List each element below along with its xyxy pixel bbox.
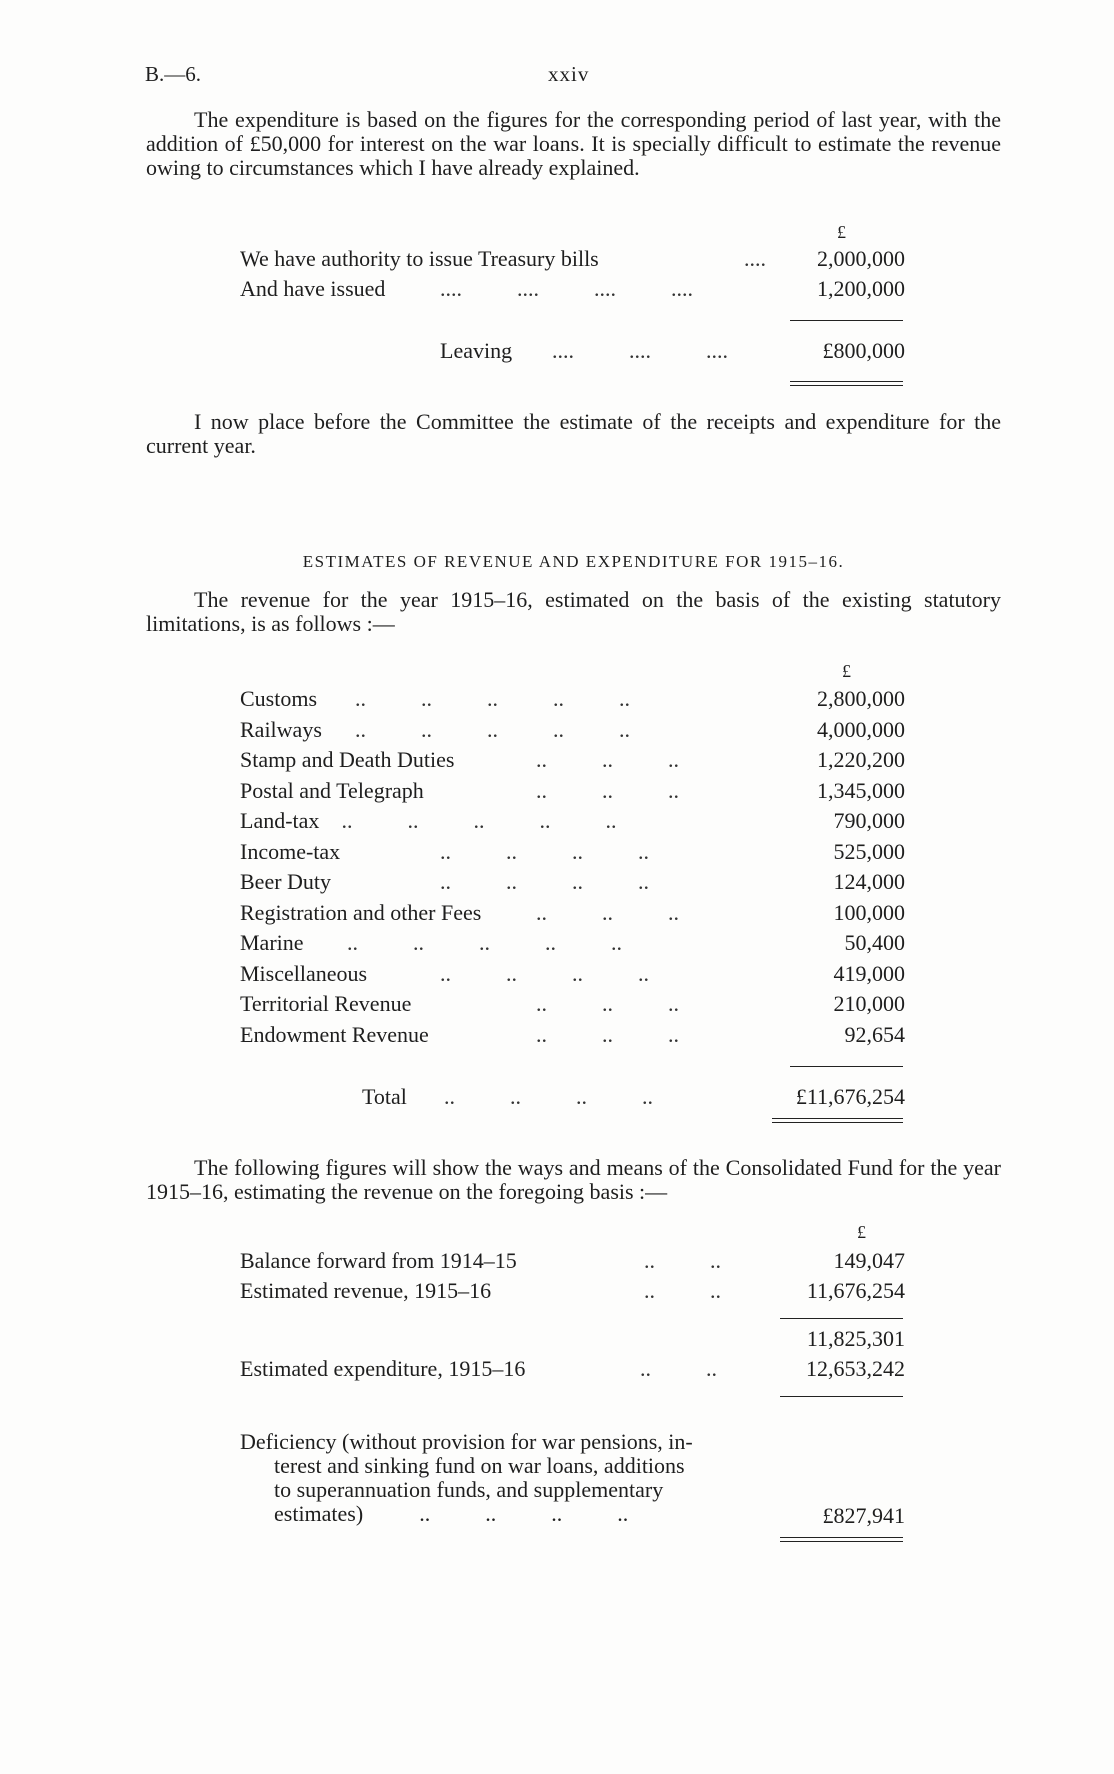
revenue-row: Registration and other Fees .. .. .. 100,000	[240, 900, 905, 925]
sum-rule	[780, 1396, 903, 1397]
deficiency-amount-row: £827,941	[822, 1503, 905, 1528]
page-reference: B.—6.	[145, 62, 202, 86]
estimated-revenue-row: Estimated revenue, 1915–16 .. .. 11,676,254	[240, 1278, 905, 1303]
revenue-row: Marine .. .. .. .. .. 50,400	[240, 930, 905, 955]
double-rule-top	[780, 1537, 903, 1538]
currency-symbol: £	[857, 1222, 866, 1242]
sum-rule	[790, 320, 903, 321]
sum-rule	[790, 1066, 903, 1067]
revenue-row: Customs .. .. .. .. .. 2,800,000	[240, 686, 905, 711]
treasury-row-issued: And have issued .... .... .... .... 1,200,000	[240, 276, 905, 301]
revenue-row: Territorial Revenue .. .. .. 210,000	[240, 991, 905, 1016]
revenue-total-row: Total .. .. .. .. £11,676,254	[362, 1084, 905, 1109]
treasury-row-leaving: Leaving .... .... .... £800,000	[440, 338, 905, 363]
section-heading: ESTIMATES OF REVENUE AND EXPENDITURE FOR 1915–16.	[302, 552, 845, 571]
revenue-row: Miscellaneous .. .. .. .. 419,000	[240, 961, 905, 986]
double-rule-top	[772, 1118, 903, 1119]
revenue-row: Stamp and Death Duties .. .. .. 1,220,200	[240, 747, 905, 772]
treasury-row-authority: We have authority to issue Treasury bills .... 2,000,000	[240, 246, 905, 271]
page-number: xxiv	[548, 62, 590, 86]
revenue-row: Postal and Telegraph .. .. .. 1,345,000	[240, 778, 905, 803]
estimated-expenditure-row: Estimated expenditure, 1915–16 .. .. 12,653,242	[240, 1356, 905, 1381]
revenue-row: Income-tax .. .. .. .. 525,000	[240, 839, 905, 864]
sum-rule	[780, 1318, 903, 1319]
revenue-row: Endowment Revenue .. .. .. 92,654	[240, 1022, 905, 1047]
paragraph-expenditure-basis: The expenditure is based on the figures for the corresponding period of last year, with the addition of £50,000 for interest on the war loans. It is specially difficult to estimate the revenue owing to circumstances which I have already explained.	[146, 107, 1001, 180]
currency-symbol: £	[837, 222, 846, 242]
balance-forward-row: Balance forward from 1914–15 .. .. 149,047	[240, 1248, 905, 1273]
paragraph-revenue-intro: The revenue for the year 1915–16, estimated on the basis of the existing statutory limitations, is as follows :—	[146, 587, 1001, 636]
double-rule-bottom	[780, 1541, 903, 1542]
revenue-row: Railways .. .. .. .. .. 4,000,000	[240, 717, 905, 742]
currency-symbol: £	[842, 661, 851, 681]
revenue-row: Land-tax .. .. .. .. .. 790,000	[240, 808, 905, 833]
revenue-row: Beer Duty .. .. .. .. 124,000	[240, 869, 905, 894]
double-rule-top	[790, 381, 903, 382]
double-rule-bottom	[790, 385, 903, 386]
deficiency-description: Deficiency (without provision for war pensions, in- terest and sinking fund on war loans, additions to superannuation funds, and supplementary estimates) .. .. .. ..	[240, 1429, 693, 1526]
double-rule-bottom	[772, 1122, 903, 1123]
subtotal-row: 11,825,301	[806, 1326, 905, 1351]
paragraph-place-before-committee: I now place before the Committee the estimate of the receipts and expenditure for the current year.	[146, 409, 1001, 458]
paragraph-ways-and-means: The following figures will show the ways and means of the Consolidated Fund for the year 1915–16, estimating the revenue on the foregoing basis :—	[146, 1155, 1001, 1204]
